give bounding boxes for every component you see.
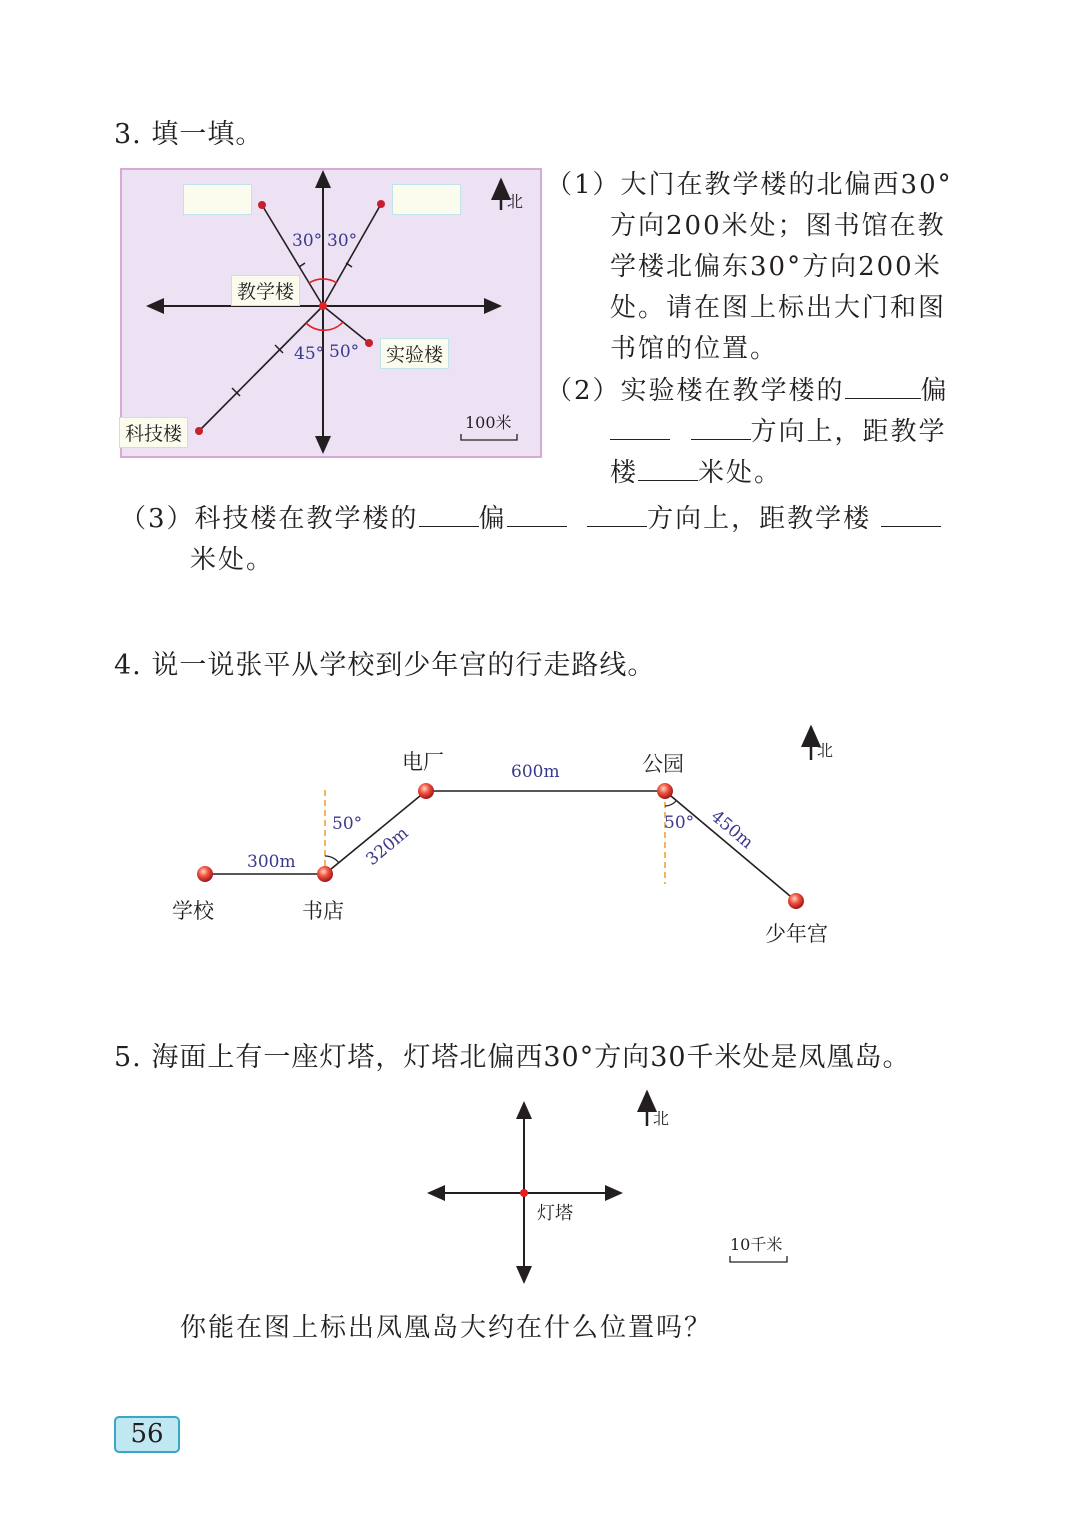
q4-dist-3: 600m <box>511 762 560 782</box>
q4-dist-2: 320m <box>362 823 413 870</box>
q3-p2-line3: 楼 米处。 <box>610 458 783 488</box>
q4-title: 4. 说一说张平从学校到少年宫的行走路线。 <box>114 650 656 681</box>
q3-label-lab: 实验楼 <box>380 338 449 369</box>
q3-angle-ne: 30° <box>327 231 358 251</box>
q4-dist-1: 300m <box>247 852 296 872</box>
q4-angle-2: 50° <box>664 813 695 833</box>
q3-angle-sw: 45° <box>294 344 325 364</box>
q3-p1-line1: （1）大门在教学楼的北偏西30° <box>546 170 953 200</box>
q3-p2-line2: 方向上，距教学 <box>610 412 947 453</box>
q3-p3-line2: 米处。 <box>190 545 275 575</box>
q4-north-label: 北 <box>817 741 834 760</box>
q3-p1-line2: 方向200米处；图书馆在教 <box>610 211 946 241</box>
q3-p3-line1: （3）科技楼在教学楼的 偏 方向上，距教学楼 <box>120 499 941 540</box>
q4-label-plant: 电厂 <box>402 750 444 774</box>
q3-label-tech: 科技楼 <box>119 417 188 448</box>
q4-label-bookstore: 书店 <box>302 899 344 923</box>
q3-scale-label: 100米 <box>465 413 512 432</box>
q3-north-label: 北 <box>507 192 524 211</box>
q5-scale-label: 10千米 <box>730 1235 783 1254</box>
q3-angle-nw: 30° <box>292 231 323 251</box>
q4-dist-4: 450m <box>706 806 757 854</box>
q5-lighthouse-point <box>520 1189 528 1197</box>
q3-title: 3. 填一填。 <box>114 119 264 150</box>
page-number: 56 <box>114 1416 180 1453</box>
q4-label-park: 公园 <box>642 752 684 776</box>
q5-lighthouse-label: 灯塔 <box>537 1203 573 1224</box>
q3-p1-line3: 学楼北偏东30°方向200米 <box>610 252 942 282</box>
q5-north-label: 北 <box>653 1109 670 1128</box>
q3-angle-se: 50° <box>329 342 360 362</box>
q4-label-school: 学校 <box>172 899 214 923</box>
q3-p2-line1: （2）实验楼在教学楼的 偏 <box>546 376 949 406</box>
q5-title: 5. 海面上有一座灯塔，灯塔北偏西30°方向30千米处是凤凰岛。 <box>114 1042 911 1073</box>
q3-label-center: 教学楼 <box>231 275 300 306</box>
q3-p1-line5: 书馆的位置。 <box>610 334 779 364</box>
q4-angle-1: 50° <box>332 814 363 834</box>
q4-label-palace: 少年宫 <box>765 922 828 946</box>
q3-p1-line4: 处。请在图上标出大门和图 <box>610 293 947 323</box>
q5-question: 你能在图上标出凤凰岛大约在什么位置吗？ <box>180 1313 713 1343</box>
